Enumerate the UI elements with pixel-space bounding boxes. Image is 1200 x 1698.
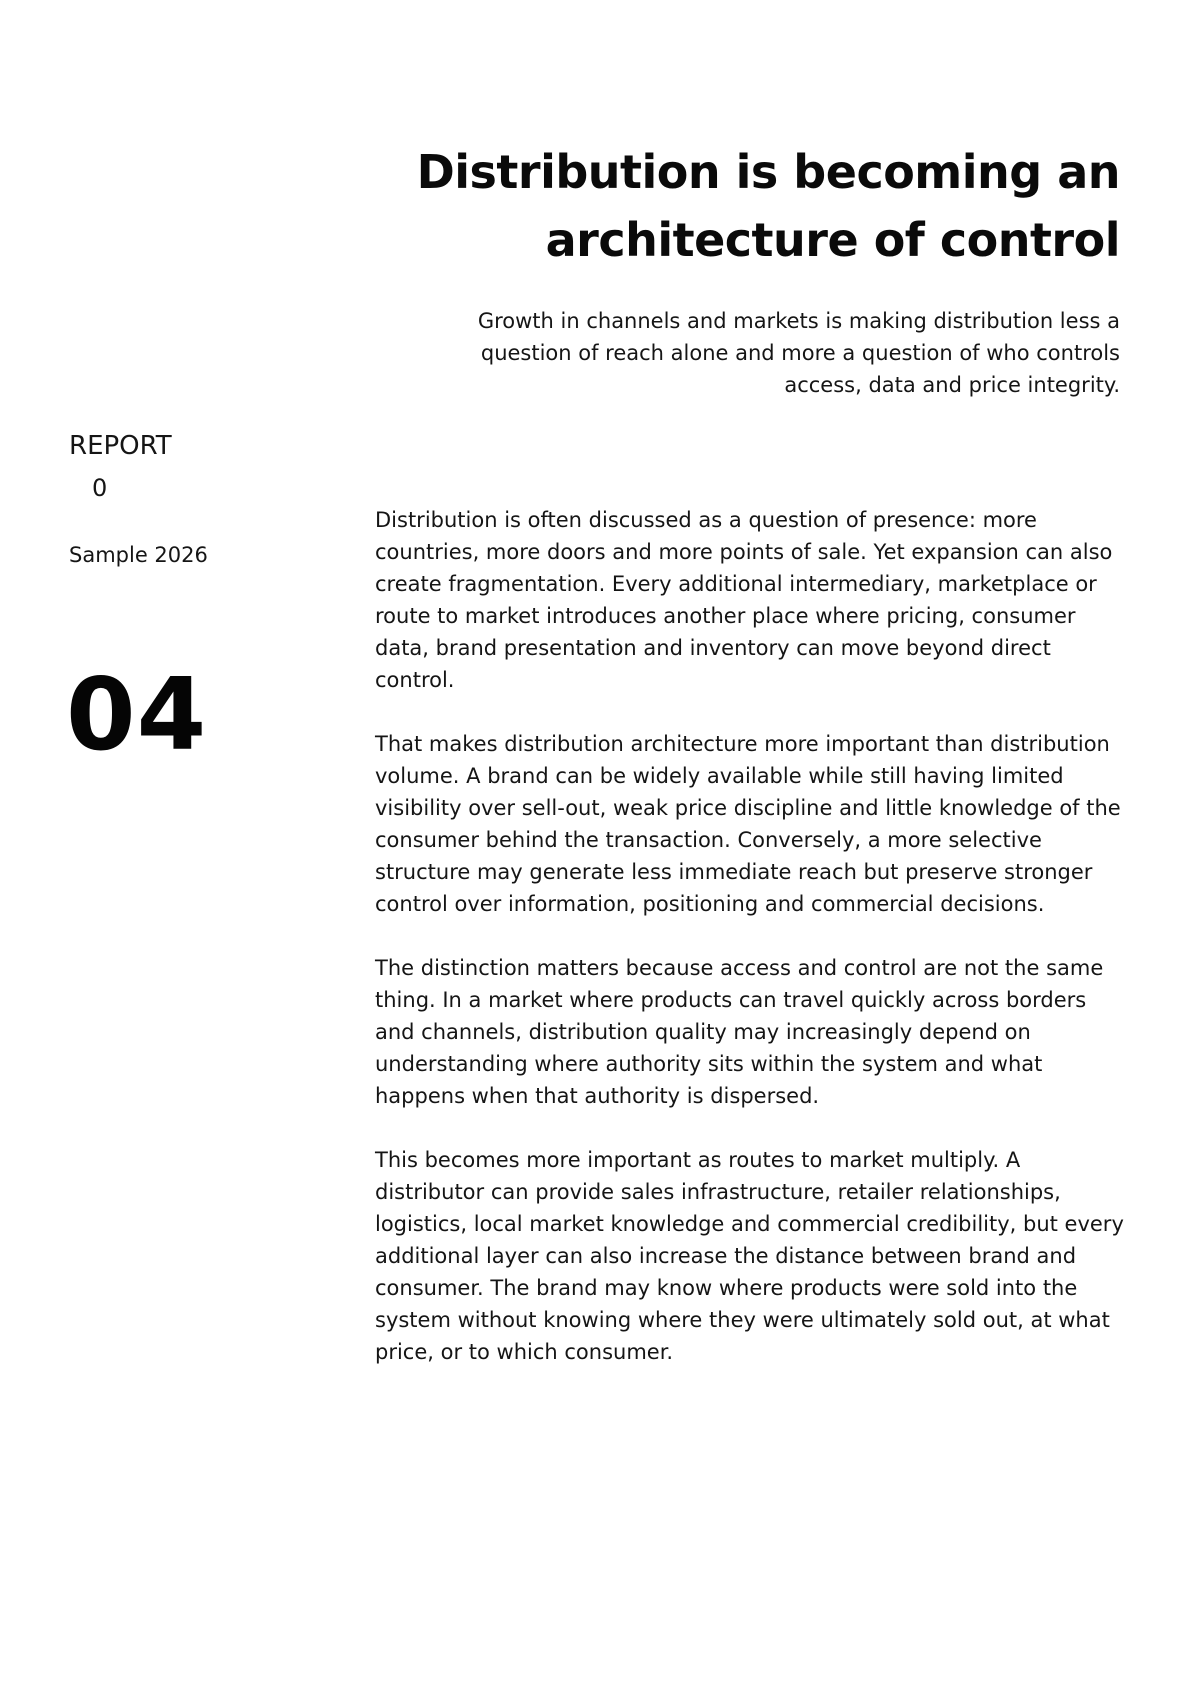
report-label: REPORT: [69, 431, 172, 461]
page-subtitle: Growth in channels and markets is making distribution less a question of reach alone and more a question of who controls access, data and price integrity.: [477, 309, 1120, 397]
page-title-line-1: Distribution is becoming an: [416, 145, 1120, 199]
body-paragraph-2: That makes distribution architecture more important than distribution volume. A brand can be widely available while still having limited visibility over sell-out, weak price discipline and little knowledge of the consumer behind the transaction. Conversely, a more selective structure may generate less immediate reach but preserve stronger control over information, positioning and commercial decisions.: [375, 732, 1121, 916]
report-number: 0: [92, 474, 108, 502]
body-text: [375, 504, 1130, 1400]
sample-label: Sample 2026: [69, 543, 208, 567]
body-paragraph-1: Distribution is often discussed as a question of presence: more countries, more doors and more points of sale. Yet expansion can also create fragmentation. Every additional intermediary, marketplace or route to market introduces another place where pricing, consumer data, brand presentation and inventory can move beyond direct control.: [375, 508, 1113, 692]
page-title-line-2: architecture of control: [545, 213, 1120, 267]
page-title: [360, 138, 1120, 274]
chapter-number: 04: [66, 656, 208, 773]
body-paragraph-4: This becomes more important as routes to market multiply. A distributor can provide sales infrastructure, retailer relationships, logistics, local market knowledge and commercial credibility, but every additional layer can also increase the distance between brand and consumer. The brand may know where products were sold into the system without knowing where they were ultimately sold out, at what price, or to which consumer.: [375, 1148, 1124, 1364]
body-paragraph-3: The distinction matters because access and control are not the same thing. In a market where products can travel quickly across borders and channels, distribution quality may increasingly depend on understanding where authority sits within the system and what happens when that authority is dispersed.: [375, 956, 1104, 1108]
